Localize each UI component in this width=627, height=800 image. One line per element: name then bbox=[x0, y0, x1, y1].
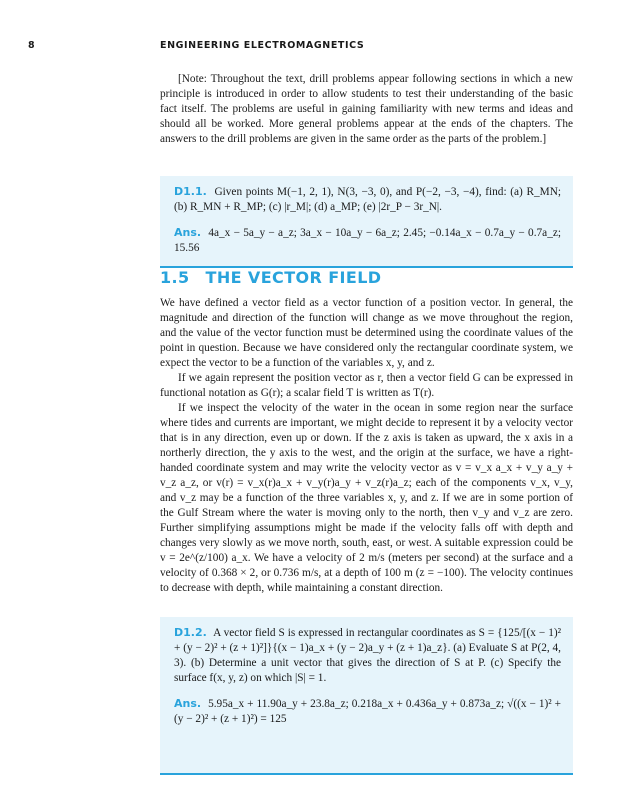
section-title: THE VECTOR FIELD bbox=[205, 268, 382, 287]
drill-problem-text bbox=[174, 625, 561, 686]
answer-text: 5.95a_x + 11.90a_y + 23.8a_z; 0.218a_x + 0.436a_y + 0.873a_z; √((x − 1)² + (y − 2)² + (z + 1)²) = 125 bbox=[174, 698, 562, 725]
drill-question: A vector field S is expressed in rectangular coordinates as S = {125/[(x − 1)² + (y − 2)² + (z + 1)²]}{(x − 1)a_x + (y − 2)a_y + (z + 1)a_z}. (a) Evaluate S at P(2, 4, 3). (b) Determine a unit vector that gives the direction of S at P. (c) Specify the surface f(x, y, z) on which |S| = 1. bbox=[174, 627, 561, 684]
page-header bbox=[28, 40, 588, 56]
section-number: 1.5 bbox=[160, 268, 190, 287]
running-title: ENGINEERING ELECTROMAGNETICS bbox=[160, 40, 365, 51]
section-heading bbox=[160, 268, 573, 287]
paragraph-2: If we again represent the position vector as r, then a vector field G can be expressed in functional notation as G(r); a scalar field T is written as T(r). bbox=[160, 372, 573, 399]
drill-problem-d1-2 bbox=[160, 617, 573, 775]
drill-answer bbox=[174, 696, 561, 727]
answer-label: Ans. bbox=[174, 697, 202, 710]
answer-label: Ans. bbox=[174, 226, 202, 239]
drill-label: D1.1. bbox=[174, 185, 207, 198]
drill-problem-d1-1 bbox=[160, 176, 573, 268]
note-block bbox=[160, 72, 573, 147]
paragraph-1: We have defined a vector field as a vector function of a position vector. In general, the magnitude and direction of the function will change as we move throughout the region, and the value of the vector function must be determined using the coordinate values of the point in question. Because we have considered only the rectangular coordinate system, we expect the vector to be a function of the variables x, y, and z. bbox=[160, 297, 573, 369]
answer-text: 4a_x − 5a_y − a_z; 3a_x − 10a_y − 6a_z; 2.45; −0.14a_x − 0.7a_y − 0.7a_z; 15.56 bbox=[174, 227, 561, 254]
paragraph-3: If we inspect the velocity of the water in the ocean in some region near the surface where tides and currents are important, we might decide to represent it by a velocity vector that is in any direction, even up or down. If the z axis is taken as upward, the x axis in a northerly direction, the y axis to the west, and the origin at the surface, we have a right-handed coordinate system and may write the velocity vector as v = v_x a_x + v_y a_y + v_z a_z, or v(r) = v_x(r)a_x + v_y(r)a_y + v_z(r)a_z; each of the components v_x, v_y, and v_z may be a function of the three variables x, y, and z. If we are in some portion of the Gulf Stream where the water is moving only to the north, then v_y and v_z are zero. Further simplifying assumptions might be made if the velocity falls off with depth and changes very slowly as we move north, south, east, or west. A suitable expression could be v = 2e^(z/100) a_x. We have a velocity of 2 m/s (meters per second) at the surface and a velocity of 0.368 × 2, or 0.736 m/s, at a depth of 100 m (z = −100). The velocity continues to decrease with depth, while maintaining a constant direction. bbox=[160, 402, 573, 594]
drill-label: D1.2. bbox=[174, 626, 207, 639]
drill-problem-text bbox=[174, 184, 561, 215]
page-number: 8 bbox=[28, 40, 36, 51]
drill-answer bbox=[174, 225, 561, 256]
section-body bbox=[160, 296, 573, 596]
drill-question: Given points M(−1, 2, 1), N(3, −3, 0), and P(−2, −3, −4), find: (a) R_MN; (b) R_MN + R_MP; (c) |r_M|; (d) a_MP; (e) |2r_P − 3r_N|. bbox=[174, 186, 561, 213]
note-text: [Note: Throughout the text, drill problems appear following sections in which a new principle is introduced in order to allow students to test their understanding of the basic fact itself. The problems are useful in gaining familiarity with new terms and ideas and should all be worked. More general problems appear at the ends of the chapters. The answers to the drill problems are given in the same order as the parts of the problem.] bbox=[160, 73, 573, 145]
